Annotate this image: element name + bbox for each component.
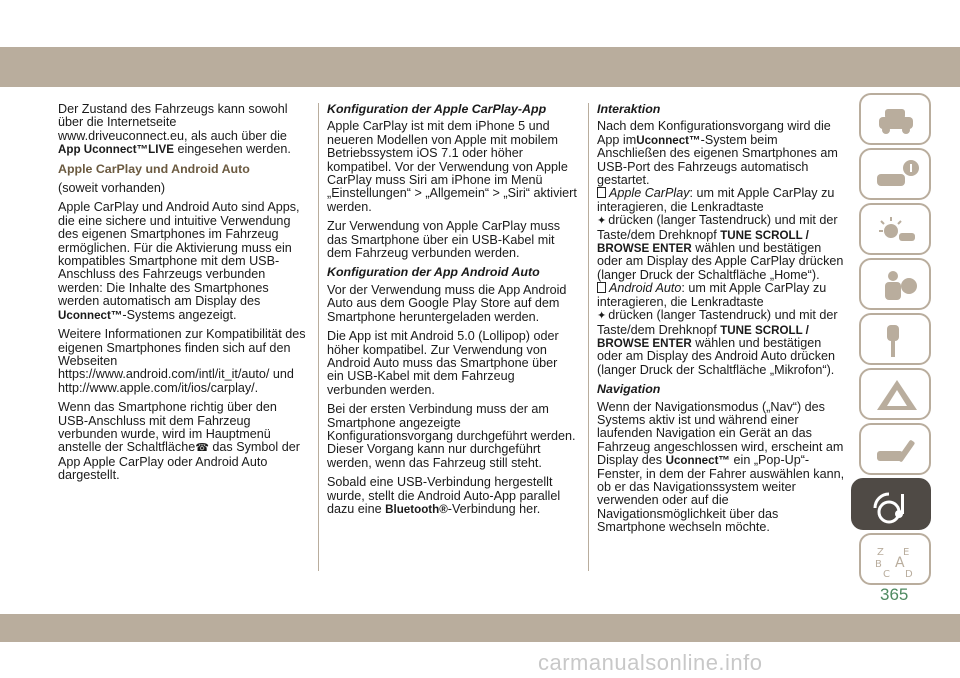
phone-media-icon: ☎ — [195, 442, 209, 455]
bullet-item — [597, 187, 847, 282]
section-heading: Navigation — [597, 382, 661, 397]
bold-term: Uconnect™ — [665, 454, 731, 468]
text: wählen und bestätigen oder am Display des Android Auto drücken (langer Druck der Schaltfläche „Mikrofon“). — [597, 335, 836, 377]
seatbelt-airbag-icon — [873, 268, 921, 304]
tab-index[interactable] — [859, 533, 931, 585]
tab-safety[interactable] — [859, 258, 931, 310]
text: -Systems angezeigt. — [122, 307, 237, 322]
tab-emergency[interactable] — [859, 368, 931, 420]
text: Der Zustand des Fahrzeugs kann sowohl über die Internetseite www.driveuconnect.eu, als auch über die — [58, 102, 288, 143]
bullet-label: Apple CarPlay — [609, 186, 690, 201]
section-heading: Apple CarPlay und Android Auto — [58, 161, 250, 176]
text: drücken (langer Tastendruck) und mit der Taste/dem Drehknopf — [597, 308, 838, 337]
bold-term: Bluetooth® — [385, 502, 448, 516]
svg-text:A: A — [895, 555, 905, 571]
text: das Symbol der App Apple CarPlay oder Android Auto dargestellt. — [58, 440, 300, 483]
breakdown-triangle-icon — [873, 378, 921, 414]
paragraph: Vor der Verwendung muss die App Android Auto aus dem Google Play Store auf dem Smartphone heruntergeladen werden. — [327, 282, 567, 324]
bold-term: Uconnect™ — [636, 133, 701, 147]
text: Sobald eine USB-Verbindung hergestellt wurde, stellt die Android Auto-App parallel dazu eine — [327, 475, 561, 516]
index-icon — [873, 543, 921, 579]
watermark: carmanualsonline.info — [538, 650, 763, 675]
bold-term: Uconnect™ — [58, 308, 123, 322]
bullet-square-icon — [597, 187, 606, 198]
text: ein „Pop-Up“-Fenster, in dem der Fahrer auswählen kann, ob er das Navigationssystem weiter verwenden oder auf die Navigationsmöglichkeit über das Smartphone wechseln möchte. — [597, 453, 845, 535]
text: wählen und bestätigen oder am Display des Apple CarPlay drücken (langer Druck der Schaltfläche „Home“). — [597, 241, 844, 282]
text: -Verbindung her. — [447, 501, 541, 516]
text: Nach dem Konfigurationsvorgang wird die App im — [597, 119, 831, 147]
multimedia-icon — [865, 488, 921, 528]
paragraph: Weitere Informationen zur Kompatibilität des eigenen Smartphones finden sich auf den Webseiten https://www.android.com/intl/it_it/auto/ und http://www.apple.com/it/ios/carplay/. — [58, 327, 306, 395]
service-wrench-icon — [873, 433, 921, 469]
svg-text:D: D — [905, 569, 913, 579]
car-icon — [873, 103, 921, 139]
paragraph: Apple CarPlay ist mit dem iPhone 5 und neueren Modellen von Apple mit mobilem Betriebssystem iOS 7.1 oder höher kompatibel. Vor der Verwendung von Apple CarPlay muss Siri am iPhone im Menü „Einstellungen“ > „Allgemein“ > „Siri“ aktiviert werden. — [327, 119, 577, 214]
text: : um mit Apple CarPlay zu interagieren, die Lenkradtaste — [597, 186, 835, 214]
tab-warning-lights[interactable] — [859, 203, 931, 255]
text: -System beim Anschließen des eigenen Smartphones am USB-Port des Fahrzeugs automatisch gestartet. — [597, 132, 838, 188]
paragraph: (soweit vorhanden) — [58, 181, 166, 196]
column-divider — [318, 103, 319, 571]
text: Wenn der Navigationsmodus („Nav“) des Systems aktiv ist und während einer laufenden Navigation ein Gerät an das Fahrzeug angeschlossen wird, erscheint am Display des — [597, 399, 844, 468]
bold-term: TUNE SCROLL / BROWSE ENTER — [597, 323, 809, 350]
svg-text:B: B — [875, 559, 882, 570]
paragraph: Zur Verwendung von Apple CarPlay muss das Smartphone über ein USB-Kabel mit dem Fahrzeug verbunden werden. — [327, 219, 561, 261]
paragraph: Die App ist mit Android 5.0 (Lollipop) oder höher kompatibel. Zur Verwendung von Android Auto muss das Smartphone über ein USB-Kabel mit dem Fahrzeug verbunden werden. — [327, 329, 559, 397]
tab-starting[interactable] — [859, 313, 931, 365]
tab-car[interactable] — [859, 93, 931, 145]
bullet-item — [597, 282, 847, 377]
column-divider — [588, 103, 589, 571]
text: eingesehen werden. — [177, 142, 291, 157]
car-info-icon — [873, 158, 921, 194]
text: : um mit Apple CarPlay zu interagieren, die Lenkradtaste — [597, 281, 827, 309]
voice-command-icon: ✦ — [597, 215, 607, 228]
paragraph — [597, 401, 847, 535]
column-3 — [597, 103, 847, 541]
page-number: 365 — [880, 585, 909, 604]
section-heading: Konfiguration der Apple CarPlay-App — [327, 102, 547, 116]
svg-text:Z: Z — [877, 547, 884, 558]
paragraph: Bei der ersten Verbindung muss der am Smartphone angezeigte Konfigurationsvorgang durchgeführt werden. Dieser Vorgang kann nur durchgeführt werden, wenn das Fahrzeug still steht. — [327, 402, 576, 470]
paragraph — [597, 120, 847, 187]
bullet-square-icon — [597, 282, 606, 293]
top-band — [0, 0, 960, 88]
paragraph — [327, 476, 577, 516]
bullet-label: Android Auto — [609, 281, 682, 296]
svg-text:C: C — [883, 569, 890, 579]
footer-area — [0, 642, 960, 678]
svg-text:E: E — [903, 547, 910, 558]
tab-car-info[interactable] — [859, 148, 931, 200]
section-heading: Interaktion — [597, 102, 661, 116]
paragraph — [58, 103, 308, 157]
bold-term: App Uconnect™LIVE — [58, 143, 174, 157]
header-bar — [0, 47, 960, 87]
bold-term: TUNE SCROLL / BROWSE ENTER — [597, 228, 809, 256]
text: drücken (langer Tastendruck) und mit der Taste/dem Drehknopf — [597, 213, 838, 242]
section-heading: Konfiguration der App Android Auto — [327, 265, 540, 280]
bottom-band — [0, 614, 960, 642]
key-icon — [873, 323, 921, 359]
text: Wenn das Smartphone richtig über den USB-Anschluss mit dem Fahrzeug verbunden wurde, wird im Hauptmenü anstelle der Schaltfläche — [58, 400, 277, 455]
warning-light-icon — [873, 213, 921, 249]
tab-multimedia[interactable] — [851, 478, 931, 530]
text: Apple CarPlay und Android Auto sind Apps, die eine sichere und intuitive Verwendung des eigenen Smartphones im Fahrzeug ermöglichen. Für die Aktivierung muss ein kompatibles Smartphone mit dem USB-Anschluss des Fahrzeugs verbunden werden: Die Inhalte des Smartphones werden automatisch am Display des — [58, 200, 300, 309]
paragraph — [58, 401, 308, 482]
column-1 — [58, 103, 308, 489]
voice-command-icon: ✦ — [597, 310, 607, 323]
tab-service[interactable] — [859, 423, 931, 475]
paragraph — [58, 201, 308, 322]
column-2 — [327, 103, 577, 522]
